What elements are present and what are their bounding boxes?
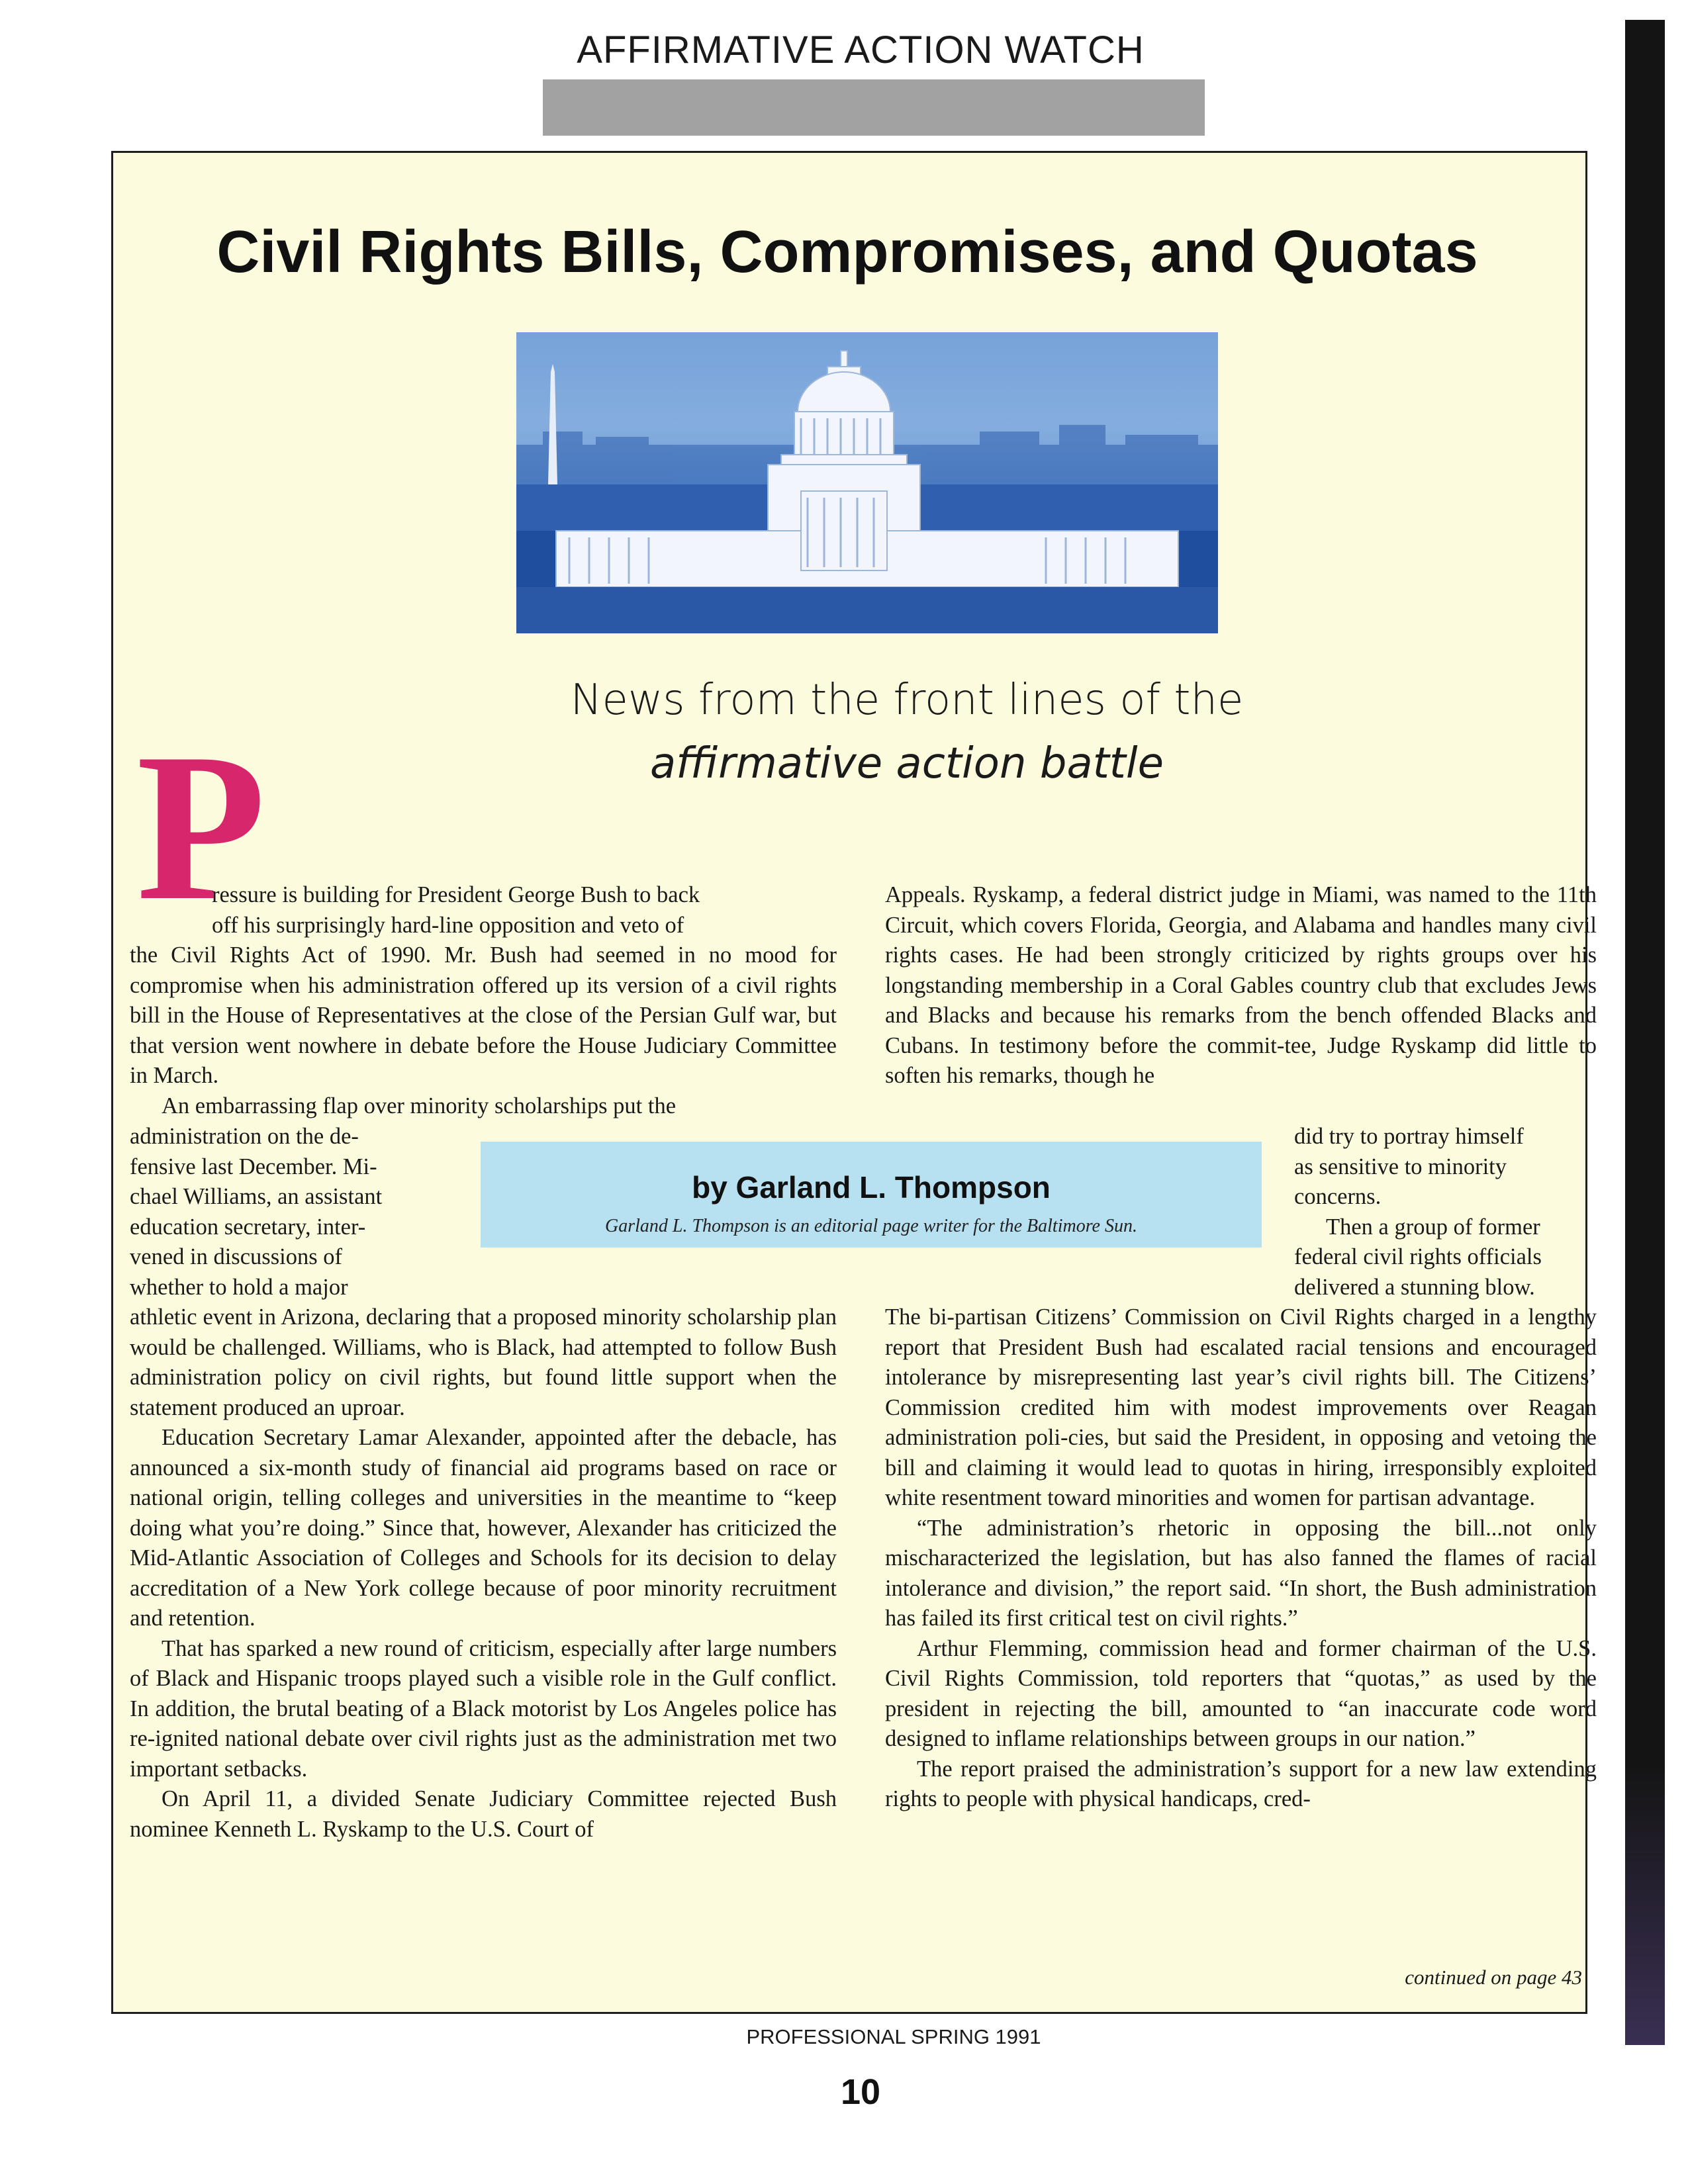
left-p2-narrow-2: fensive last December. Mi- [130,1154,377,1179]
left-p1-line2: off his surprisingly hard-line opposition and veto of [212,912,684,938]
left-column-body1 [130,940,837,1121]
page-edge-bar [1625,20,1665,2045]
right-column-body [885,1302,1597,1815]
byline-name: by Garland L. Thompson [692,1170,1051,1205]
continued-note: continued on page 43 [1405,1966,1582,1989]
right-p2-narrow-2: federal civil rights officials [1294,1244,1542,1269]
left-p2-rest: athletic event in Arizona, declaring that a proposed minority scholarship plan would be challenged. Williams, who is Black, had attempted to follow Bush administration policy on civil rights, but found little support when the statement produced an uproar. [130,1304,837,1420]
left-p2-narrow-6: whether to hold a major [130,1274,348,1300]
deck-subtitle [391,668,1423,796]
byline-box [481,1142,1262,1248]
left-p4: That has sparked a new round of criticism, especially after large numbers of Black and Hispanic troops played such a visible role in the Gulf conflict. In addition, the brutal beating of a Black motorist by Los Angeles police has re-ignited national debate over civil rights just as the administration met two important setbacks. [130,1635,837,1782]
right-column-top [885,880,1597,1091]
footer-issue: PROFESSIONAL SPRING 1991 [746,2025,1041,2048]
right-p2-rest: The bi-partisan Citizens’ Commission on Civil Rights charged in a lengthy report that President Bush had escalated racial tensions and encouraged intolerance by misrepresenting last year’s civil rights bill. The Citizens’ Commission credited him with modest improvements over Reagan administration poli-cies, but said the President, in opposing and vetoing the bill and claiming it would lead to quotas in hiring, irresponsibly exploited white resentment toward minorities and women for partisan advantage. [885,1304,1597,1510]
left-column-top [212,880,837,940]
headline: Civil Rights Bills, Compromises, and Quotas [216,219,1478,285]
right-p3: “The administration’s rhetoric in opposing the bill...not only mischaracterized the legislation, but has also fanned the flames of racial intolerance and division,” the report said. “In short, the Bush administration has failed its first critical test on civil rights.” [885,1515,1597,1631]
right-p2-narrow-3: delivered a stunning blow. [1294,1274,1535,1300]
left-p2-narrow-4: education secretary, inter- [130,1214,366,1240]
capitol-photo [516,332,1218,633]
right-column-narrow [1294,1122,1595,1302]
right-p1-narrow-3: concerns. [1294,1184,1382,1209]
deck-line-1: News from the front lines of the [570,676,1244,725]
left-p3: Education Secretary Lamar Alexander, appointed after the debacle, has announced a six-month study of financial aid programs based on race or national origin, telling colleges and universities in the meantime to “keep doing what you’re doing.” Since that, however, Alexander has criticized the Mid-Atlantic Association of Colleges and Schools for its decision to delay accreditation of a New York college because of poor minority recruitment and retention. [130,1425,837,1631]
section-band [543,79,1205,136]
deck-line-2: affirmative action battle [649,739,1164,788]
left-p2-narrow-5: vened in discussions of [130,1244,343,1269]
right-p1-top: Appeals. Ryskamp, a federal district judge in Miami, was named to the 11th Circuit, which covers Florida, Georgia, and Alabama and handles many civil rights cases. He had been strongly criticized by rights groups over his longstanding membership in a Coral Gables country club that excludes Jews and Blacks and because his remarks from the bench offended Blacks and Cubans. In testimony before the commit-tee, Judge Ryskamp did little to soften his remarks, though he [885,882,1597,1088]
left-p1-rest: the Civil Rights Act of 1990. Mr. Bush had seemed in no mood for compromise when his administration offered up its version of a civil rights bill in the House of Representatives at the close of the Persian Gulf war, but that version went nowhere in debate before the House Judiciary Committee in March. [130,942,837,1088]
page-number: 10 [840,2072,881,2112]
right-p1-narrow-1: did try to portray himself [1294,1124,1524,1149]
left-p1-line1: ressure is building for President George Bush to back [212,882,700,907]
left-p2-narrow-3: chael Williams, an assistant [130,1184,383,1209]
left-column-body2 [130,1302,837,1844]
right-p5: The report praised the administration’s support for a new law extending rights to people with physical handicaps, cred- [885,1756,1597,1811]
drop-cap: P [136,710,266,944]
left-p5: On April 11, a divided Senate Judiciary Committee rejected Bush nominee Kenneth L. Ryskamp to the U.S. Court of [130,1786,837,1842]
left-p2-first: An embarrassing flap over minority scholarships put the [162,1093,677,1118]
byline-bio: Garland L. Thompson is an editorial page writer for the Baltimore Sun. [605,1216,1137,1236]
left-p2-narrow-1: administration on the de- [130,1124,359,1149]
right-p4: Arthur Flemming, commission head and former chairman of the U.S. Civil Rights Commission, told reporters that “quotas,” as used by the president in rejecting the bill, amounted to “an inaccurate code word designed to inflame relationships between groups in our nation.” [885,1635,1597,1751]
right-p1-narrow-2: as sensitive to minority [1294,1154,1507,1179]
left-column-narrow [130,1122,447,1302]
section-label: AFFIRMATIVE ACTION WATCH [577,28,1145,71]
right-p2-narrow-1: Then a group of former [1326,1214,1540,1240]
